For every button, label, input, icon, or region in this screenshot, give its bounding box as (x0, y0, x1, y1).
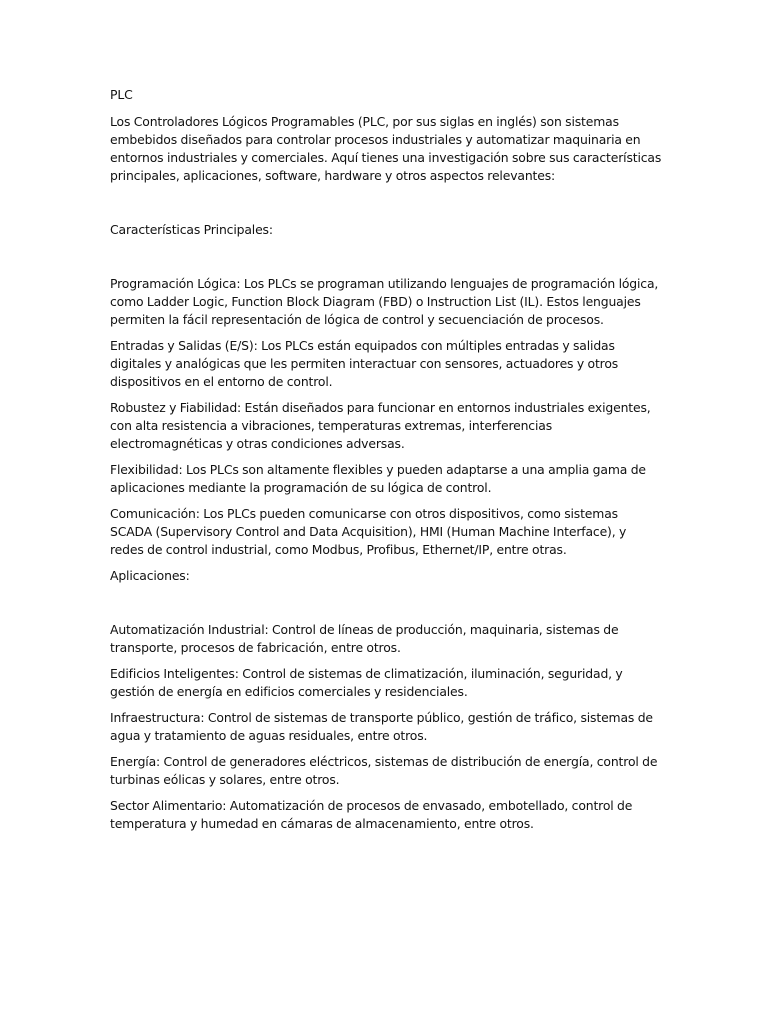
application-paragraph: Infraestructura: Control de sistemas de transporte público, gestión de tráfico, sistemas de agua y tratamiento de aguas residuales, entre otros. (110, 710, 653, 743)
feature-paragraph: Flexibilidad: Los PLCs son altamente flexibles y pueden adaptarse a una amplia gama de aplicaciones mediante la programación de su lógica de control. (110, 462, 646, 495)
document-body (110, 86, 662, 841)
application-paragraph: Automatización Industrial: Control de líneas de producción, maquinaria, sistemas de transporte, procesos de fabricación, entre otros. (110, 622, 619, 655)
feature-paragraph: Robustez y Fiabilidad: Están diseñados para funcionar en entornos industriales exigentes, con alta resistencia a vibraciones, temperaturas extremas, interferencias electromagnéticas y otras condiciones adversas. (110, 400, 651, 451)
feature-paragraph: Comunicación: Los PLCs pueden comunicarse con otros dispositivos, como sistemas SCADA (Supervisory Control and Data Acquisition), HMI (Human Machine Interface), y redes de control industrial, como Modbus, Profibus, Ethernet/IP, entre otras. (110, 506, 627, 557)
application-paragraph: Edificios Inteligentes: Control de sistemas de climatización, iluminación, seguridad, y gestión de energía en edificios comerciales y residenciales. (110, 666, 623, 699)
document-title: PLC (110, 87, 133, 102)
intro-paragraph: Los Controladores Lógicos Programables (PLC, por sus siglas en inglés) son sistemas embebidos diseñados para controlar procesos industriales y automatizar maquinaria en entornos industriales y comerciales. Aquí tienes una investigación sobre sus características principales, aplicaciones, software, hardware y otros aspectos relevantes: (110, 114, 662, 183)
feature-paragraph: Programación Lógica: Los PLCs se programan utilizando lenguajes de programación lógica, como Ladder Logic, Function Block Diagram (FBD) o Instruction List (IL). Estos lenguajes permiten la fácil representación de lógica de control y secuenciación de procesos. (110, 276, 659, 327)
features-heading: Características Principales: (110, 222, 273, 237)
application-paragraph: Sector Alimentario: Automatización de procesos de envasado, embotellado, control de temperatura y humedad en cámaras de almacenamiento, entre otros. (110, 798, 633, 831)
feature-paragraph: Entradas y Salidas (E/S): Los PLCs están equipados con múltiples entradas y salidas digitales y analógicas que les permiten interactuar con sensores, actuadores y otros dispositivos en el entorno de control. (110, 338, 619, 389)
application-paragraph: Energía: Control de generadores eléctricos, sistemas de distribución de energía, control de turbinas eólicas y solares, entre otros. (110, 754, 658, 787)
applications-heading: Aplicaciones: (110, 568, 190, 583)
